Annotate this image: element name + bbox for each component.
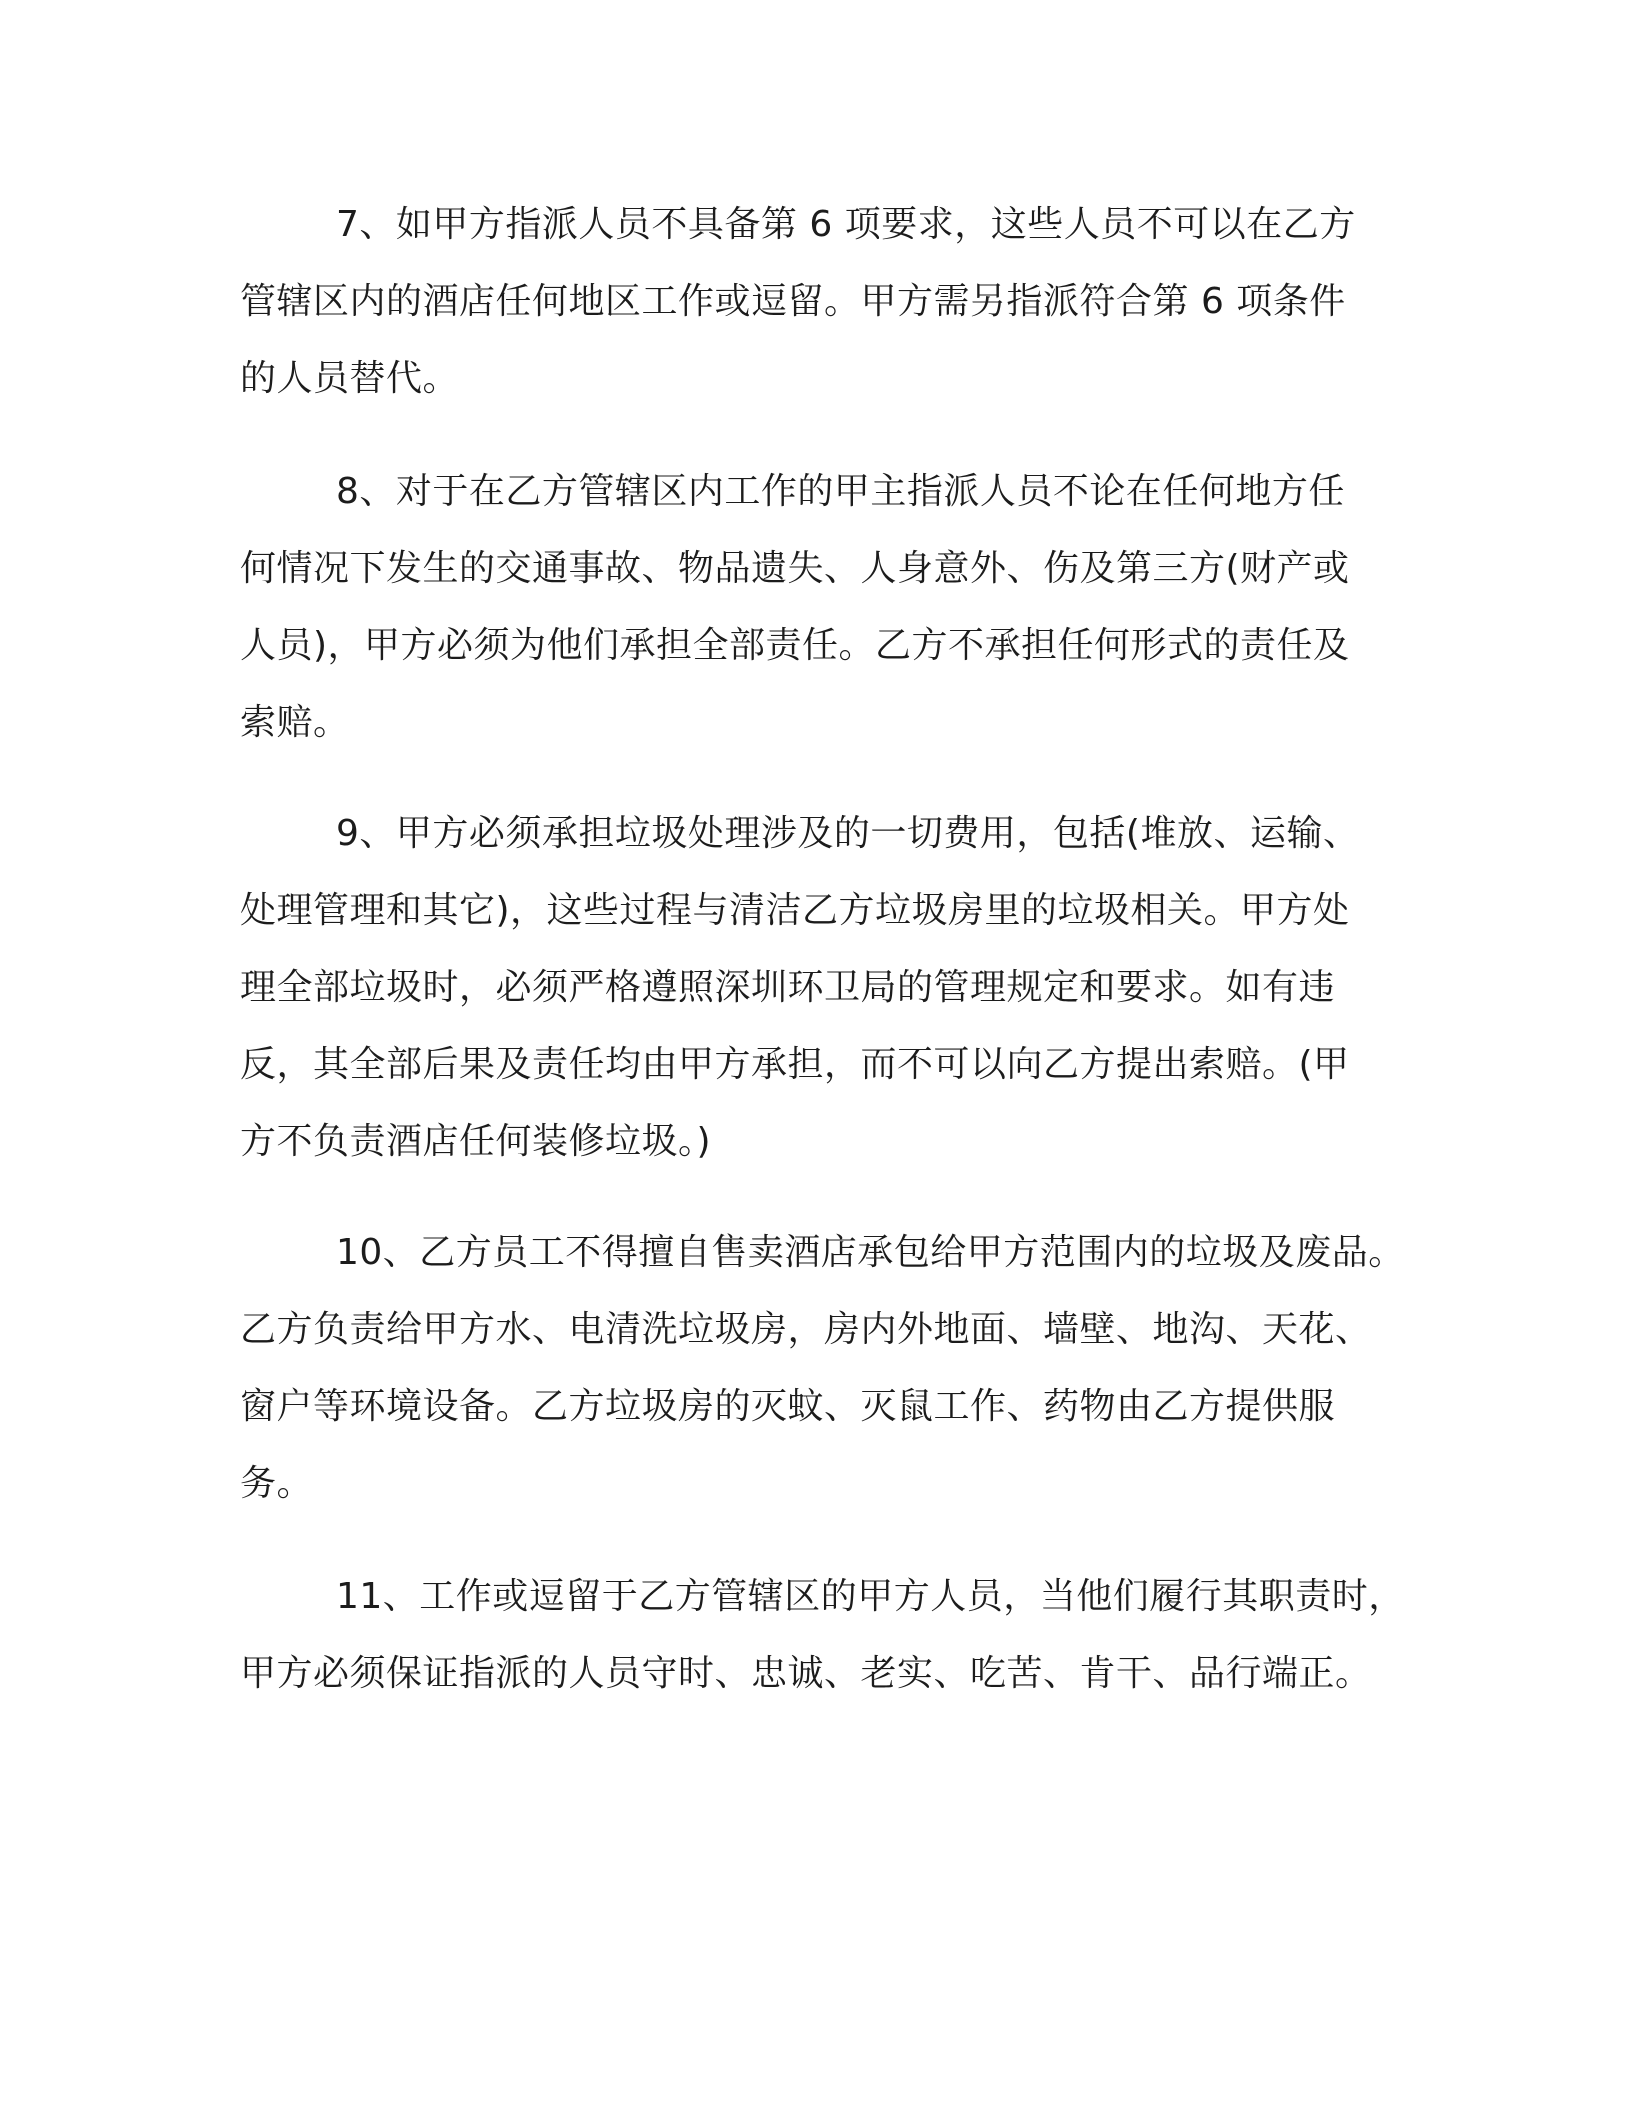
clause-10	[240, 1214, 1420, 1522]
text-line: 乙方负责给甲方水、电清洗垃圾房，房内外地面、墙壁、地沟、天花、	[240, 1309, 1372, 1350]
text-line: 索赔。	[240, 702, 350, 743]
text-line: 窗户等环境设备。乙方垃圾房的灭蚊、灭鼠工作、药物由乙方提供服	[240, 1386, 1336, 1427]
text-line: 人员)，甲方必须为他们承担全部责任。乙方不承担任何形式的责任及	[240, 625, 1350, 666]
text-line: 理全部垃圾时，必须严格遵照深圳环卫局的管理规定和要求。如有违	[240, 967, 1336, 1008]
clause-11	[240, 1558, 1420, 1712]
text-line: 甲方必须保证指派的人员守时、忠诚、老实、吃苦、肯干、品行端正。	[240, 1653, 1372, 1694]
text-line: 7、如甲方指派人员不具备第 6 项要求，这些人员不可以在乙方	[336, 204, 1356, 245]
clause-9	[240, 795, 1420, 1180]
text-line: 何情况下发生的交通事故、物品遗失、人身意外、伤及第三方(财产或	[240, 548, 1350, 589]
text-line: 的人员替代。	[240, 358, 460, 399]
text-line: 务。	[240, 1463, 314, 1504]
text-line: 10、乙方员工不得擅自售卖酒店承包给甲方范围内的垃圾及废品。	[336, 1232, 1405, 1273]
text-line: 管辖区内的酒店任何地区工作或逗留。甲方需另指派符合第 6 项条件	[240, 281, 1346, 322]
document-body	[240, 186, 1420, 1712]
text-line: 9、甲方必须承担垃圾处理涉及的一切费用，包括(堆放、运输、	[336, 813, 1360, 854]
text-line: 8、对于在乙方管辖区内工作的甲主指派人员不论在任何地方任	[336, 471, 1345, 512]
text-line: 方不负责酒店任何装修垃圾。)	[240, 1121, 712, 1162]
clause-8	[240, 453, 1420, 761]
clause-7	[240, 186, 1420, 417]
text-line: 反，其全部后果及责任均由甲方承担，而不可以向乙方提出索赔。(甲	[240, 1044, 1350, 1085]
text-line: 11、工作或逗留于乙方管辖区的甲方人员，当他们履行其职责时，	[336, 1576, 1405, 1617]
text-line: 处理管理和其它)，这些过程与清洁乙方垃圾房里的垃圾相关。甲方处	[240, 890, 1350, 931]
